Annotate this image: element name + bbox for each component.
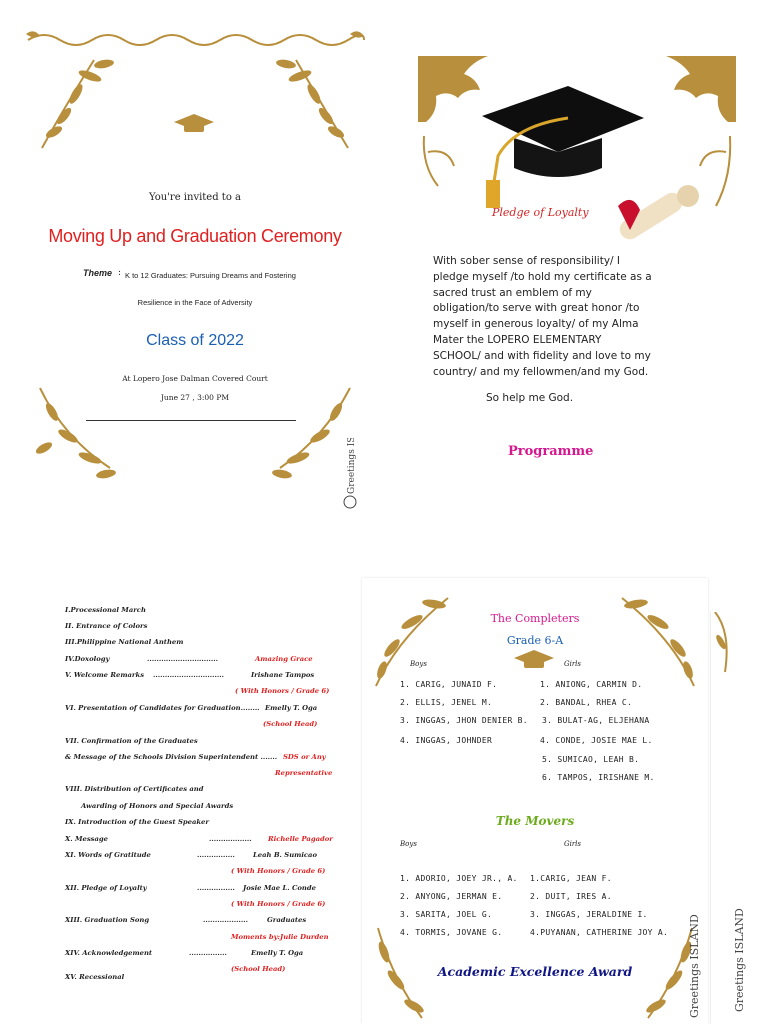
programme-detail: Leah B. Sumicao xyxy=(253,851,317,859)
girls-label: Girls xyxy=(564,840,582,848)
girls-label: Girls xyxy=(564,660,582,668)
programme-item: XIV. Acknowledgement xyxy=(65,949,153,957)
programme-list xyxy=(55,600,355,990)
programme-item: IV.Doxology xyxy=(65,655,110,663)
programme-dots: ................ xyxy=(197,884,235,892)
programme-item: X. Message xyxy=(65,835,108,843)
programme-dots: .............................. xyxy=(147,655,218,663)
grade-heading: Grade 6-A xyxy=(506,634,564,647)
completer-girl: 3. BULAT-AG, ELJEHANA xyxy=(542,716,650,725)
theme-colon: : xyxy=(118,268,122,278)
programme-item: XIII. Graduation Song xyxy=(65,916,150,924)
programme-detail: SDS or Any xyxy=(283,753,326,761)
programme-item: VIII. Distribution of Certificates and xyxy=(65,785,204,793)
completer-girl: 5. SUMICAO, LEAH B. xyxy=(542,755,640,764)
programme-item: & Message of the Schools Division Superintendent ....... xyxy=(65,753,278,761)
programme-item: I.Processional March xyxy=(65,606,146,614)
programme-detail: Moments by:Julie Durden xyxy=(231,933,329,941)
programme-item: III.Philippine National Anthem xyxy=(65,638,184,646)
pledge-line: obligation/to serve with great honor /to xyxy=(433,302,640,315)
completer-boy: 4. INGGAS, JOHNDER xyxy=(400,736,493,745)
programme-detail: ( With Honors / Grade 6) xyxy=(231,900,326,908)
programme-heading: Programme xyxy=(508,444,594,459)
programme-item: XV. Recessional xyxy=(65,973,125,981)
programme-dots: .................. xyxy=(209,835,252,843)
pledge-card xyxy=(418,56,736,486)
programme-detail: Amazing Grace xyxy=(255,655,313,663)
programme-dots: ................ xyxy=(197,851,235,859)
mover-girl: 2. DUIT, IRES A. xyxy=(530,892,612,901)
theme-line-1: K to 12 Graduates: Pursuing Dreams and Fostering xyxy=(125,271,296,280)
back-sheet xyxy=(710,612,761,1024)
completers-heading: The Completers xyxy=(490,612,580,625)
programme-detail: Emelly T. Oga xyxy=(265,704,318,712)
completer-girl: 4. CONDE, JOSIE MAE L. xyxy=(540,736,653,745)
theme-line-2: Resilience in the Face of Adversity xyxy=(137,298,253,307)
boys-label: Boys xyxy=(410,660,427,668)
invitation-card xyxy=(24,28,366,510)
programme-item: V. Welcome Remarks xyxy=(65,671,145,679)
programme-detail: ( With Honors / Grade 6) xyxy=(235,687,330,695)
pledge-line: With sober sense of responsibility/ I xyxy=(433,255,621,267)
ornament-border-icon xyxy=(418,56,736,266)
mover-girl: 1.CARIG, JEAN F. xyxy=(530,874,612,883)
programme-dots: ................... xyxy=(203,916,248,924)
divider-line xyxy=(86,420,296,421)
brand-wordmark: Greetings ISLAND xyxy=(347,438,357,494)
class-of-text: Class of 2022 xyxy=(146,332,244,349)
programme-item: XI. Words of Gratitude xyxy=(65,851,151,859)
programme-dots: .............................. xyxy=(153,671,224,679)
programme-item: Awarding of Honors and Special Awards xyxy=(81,802,234,810)
programme-item: IX. Introduction of the Guest Speaker xyxy=(65,818,209,826)
pledge-line: myself in generous loyalty/ of my Alma xyxy=(433,318,639,331)
pledge-closing: So help me God. xyxy=(486,392,574,404)
programme-dots: ................ xyxy=(189,949,227,957)
brand-wordmark: Greetings ISLAND xyxy=(688,914,701,1018)
mover-boy: 3. SARITA, JOEL G. xyxy=(400,910,493,919)
mover-boy: 4. TORMIS, JOVANE G. xyxy=(400,928,503,937)
movers-heading: The Movers xyxy=(495,814,575,828)
programme-detail: Representative xyxy=(275,769,333,777)
brand-wordmark: Greetings ISLAND xyxy=(733,908,746,1012)
pledge-line: SCHOOL/ and with fidelity and love to my xyxy=(433,349,651,362)
programme-item: II. Entrance of Colors xyxy=(65,622,148,630)
boys-label: Boys xyxy=(400,840,417,848)
pledge-line: sacred trust an emblem of my xyxy=(433,286,592,299)
invited-text: You're invited to a xyxy=(148,192,241,203)
completer-girl: 6. TAMPOS, IRISHANE M. xyxy=(542,773,655,782)
pledge-line: pledge myself /to hold my certificate as a xyxy=(433,270,652,283)
programme-detail: Graduates xyxy=(267,916,307,924)
ceremony-title: Moving Up and Graduation Ceremony xyxy=(48,226,342,246)
programme-item: VII. Confirmation of the Graduates xyxy=(65,737,198,745)
completer-boy: 2. ELLIS, JENEL M. xyxy=(400,698,493,707)
pledge-title: Pledge of Loyalty xyxy=(492,206,589,219)
pledge-line: Mater the LOPERO ELEMENTARY xyxy=(433,333,602,346)
mover-boy: 2. ANYONG, JERMAN E. xyxy=(400,892,503,901)
mover-girl: 3. INGGAS, JERALDINE I. xyxy=(530,910,648,919)
award-heading: Academic Excellence Award xyxy=(437,964,633,979)
venue-text: At Lopero Jose Dalman Covered Court xyxy=(122,374,268,383)
programme-item: XII. Pledge of Loyalty xyxy=(65,884,147,892)
floral-border-icon xyxy=(24,28,366,510)
completer-girl: 2. BANDAL, RHEA C. xyxy=(540,698,633,707)
completer-boy: 1. CARIG, JUNAID F. xyxy=(400,680,498,689)
pledge-text xyxy=(433,254,723,380)
mover-girl: 4.PUYANAN, CATHERINE JOY A. xyxy=(530,928,669,937)
programme-detail: Emelly T. Oga xyxy=(251,949,304,957)
programme-detail: Irishane Tampos xyxy=(251,671,315,679)
mover-boy: 1. ADORIO, JOEY JR., A. xyxy=(400,874,518,883)
programme-detail: ( With Honors / Grade 6) xyxy=(231,867,326,875)
date-time-text: June 27 , 3:00 PM xyxy=(160,393,230,402)
completer-boy: 3. INGGAS, JHON DENIER B. xyxy=(400,716,528,725)
programme-detail: Richelle Pagador xyxy=(268,835,333,843)
completer-girl: 1. ANIONG, CARMIN D. xyxy=(540,680,643,689)
programme-detail: (School Head) xyxy=(263,720,318,728)
pledge-line: country/ and my fellowmen/and my God. xyxy=(433,365,649,378)
programme-detail: (School Head) xyxy=(231,965,286,973)
completers-card xyxy=(362,578,708,1024)
theme-label: Theme xyxy=(83,268,113,278)
programme-detail: Josie Mae L. Conde xyxy=(243,884,316,892)
programme-item: VI. Presentation of Candidates for Graduation........ xyxy=(65,704,260,712)
brand-logo xyxy=(340,438,360,510)
